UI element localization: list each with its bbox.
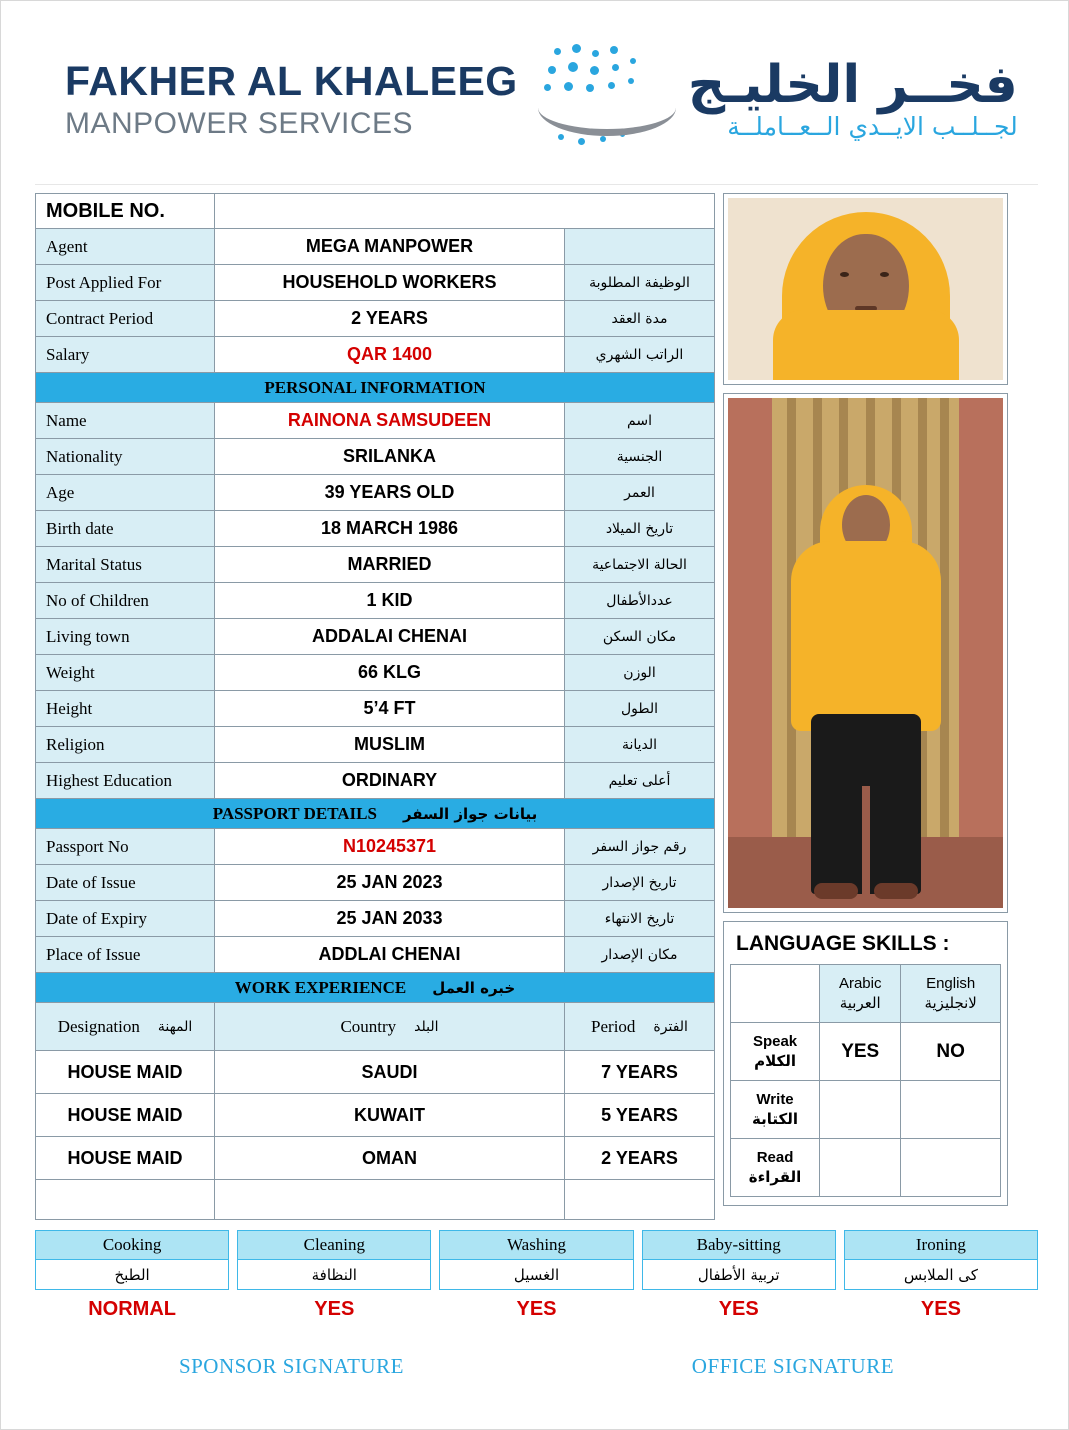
living-town-label-ar: مكان السكن bbox=[565, 619, 715, 655]
table-row-empty bbox=[35, 1180, 715, 1220]
company-name-ar-line2: لجــلــب الايــدي الــعــاملــة bbox=[727, 112, 1018, 142]
birth-date-label: Birth date bbox=[35, 511, 215, 547]
office-signature-label: OFFICE SIGNATURE bbox=[691, 1354, 895, 1378]
passport-no-value: N10245371 bbox=[215, 829, 565, 865]
personal-information-title: PERSONAL INFORMATION bbox=[264, 377, 486, 397]
language-row-read bbox=[731, 1139, 1001, 1197]
language-skill-read-ar: القراءة bbox=[748, 1167, 802, 1186]
section-header-work-experience bbox=[35, 973, 715, 1003]
table-row-place-of-issue bbox=[35, 937, 715, 973]
contract-period-label: Contract Period bbox=[35, 301, 215, 337]
table-row bbox=[35, 1137, 715, 1180]
work-period: 2 YEARS bbox=[565, 1137, 715, 1180]
age-label-ar: العمر bbox=[565, 475, 715, 511]
skill-cleaning bbox=[237, 1230, 431, 1328]
language-column-arabic-ar: العربية bbox=[839, 993, 881, 1012]
work-country-empty[interactable] bbox=[215, 1180, 565, 1220]
skill-cleaning-label-ar: النظافة bbox=[237, 1260, 431, 1290]
document-header bbox=[35, 15, 1038, 185]
table-row-living-town bbox=[35, 619, 715, 655]
skill-ironing-label-ar: كى الملابس bbox=[844, 1260, 1038, 1290]
marital-status-label: Marital Status bbox=[35, 547, 215, 583]
work-experience-title-ar: خبره العمل bbox=[432, 978, 516, 997]
applicant-portrait-photo bbox=[723, 193, 1008, 385]
sponsor-signature-label: SPONSOR SIGNATURE bbox=[178, 1354, 404, 1378]
language-skills-section bbox=[723, 921, 1008, 1206]
household-skills-section bbox=[35, 1230, 1038, 1328]
post-applied-label-ar: الوظيفة المطلوبة bbox=[565, 265, 715, 301]
company-logo-text bbox=[65, 58, 518, 141]
skill-cleaning-label: Cleaning bbox=[237, 1230, 431, 1260]
place-of-issue-label: Place of Issue bbox=[35, 937, 215, 973]
language-read-english-value bbox=[901, 1139, 1001, 1197]
mobile-number-row bbox=[35, 193, 715, 229]
language-skills-title: LANGUAGE SKILLS : bbox=[736, 932, 950, 955]
language-column-english-ar: لانجليزية bbox=[924, 993, 977, 1012]
skill-ironing-label: Ironing bbox=[844, 1230, 1038, 1260]
date-of-issue-label: Date of Issue bbox=[35, 865, 215, 901]
skill-washing bbox=[439, 1230, 633, 1328]
table-row-weight bbox=[35, 655, 715, 691]
designation-header bbox=[35, 1003, 215, 1051]
work-experience-header-row bbox=[35, 1003, 715, 1051]
skill-cooking-label-ar: الطبخ bbox=[35, 1260, 229, 1290]
agent-label-ar bbox=[565, 229, 715, 265]
height-label: Height bbox=[35, 691, 215, 727]
table-row-birth-date bbox=[35, 511, 715, 547]
religion-label: Religion bbox=[35, 727, 215, 763]
work-country: OMAN bbox=[215, 1137, 565, 1180]
mobile-number-label: MOBILE NO. bbox=[35, 193, 215, 229]
work-designation: HOUSE MAID bbox=[35, 1094, 215, 1137]
no-of-children-label: No of Children bbox=[35, 583, 215, 619]
age-value: 39 YEARS OLD bbox=[215, 475, 565, 511]
company-name-en-line2: MANPOWER SERVICES bbox=[65, 107, 414, 140]
language-speak-english-value: NO bbox=[901, 1023, 1001, 1081]
section-header-personal-information bbox=[35, 373, 715, 403]
photo-and-language-column bbox=[723, 193, 1008, 1220]
salary-value: QAR 1400 bbox=[215, 337, 565, 373]
table-row-agent bbox=[35, 229, 715, 265]
work-period: 7 YEARS bbox=[565, 1051, 715, 1094]
language-skill-speak-en: Speak bbox=[752, 1033, 798, 1050]
work-designation: HOUSE MAID bbox=[35, 1051, 215, 1094]
language-column-arabic-en: Arabic bbox=[838, 975, 882, 992]
skill-baby-sitting-label: Baby-sitting bbox=[642, 1230, 836, 1260]
language-speak-arabic-value: YES bbox=[820, 1023, 901, 1081]
table-row bbox=[35, 1051, 715, 1094]
work-designation-empty[interactable] bbox=[35, 1180, 215, 1220]
name-label-ar: اسم bbox=[565, 403, 715, 439]
skill-cooking bbox=[35, 1230, 229, 1328]
language-write-english-value bbox=[901, 1081, 1001, 1139]
table-row-passport-no bbox=[35, 829, 715, 865]
religion-label-ar: الديانة bbox=[565, 727, 715, 763]
passport-no-label: Passport No bbox=[35, 829, 215, 865]
birth-date-label-ar: تاريخ الميلاد bbox=[565, 511, 715, 547]
language-column-arabic bbox=[820, 965, 901, 1023]
table-row-salary bbox=[35, 337, 715, 373]
language-skills-table bbox=[730, 964, 1001, 1197]
work-designation: HOUSE MAID bbox=[35, 1137, 215, 1180]
section-header-passport-details bbox=[35, 799, 715, 829]
age-label: Age bbox=[35, 475, 215, 511]
language-skill-write-ar: الكتابة bbox=[752, 1109, 799, 1128]
country-header-ar: البلد bbox=[414, 1018, 439, 1035]
period-header-ar: الفترة bbox=[653, 1018, 688, 1035]
post-applied-label: Post Applied For bbox=[35, 265, 215, 301]
table-row-religion bbox=[35, 727, 715, 763]
language-skill-write-en: Write bbox=[756, 1091, 794, 1108]
skill-washing-label-ar: الغسيل bbox=[439, 1260, 633, 1290]
table-row-age bbox=[35, 475, 715, 511]
language-skill-speak bbox=[731, 1023, 820, 1081]
agent-label: Agent bbox=[35, 229, 215, 265]
post-applied-value: HOUSEHOLD WORKERS bbox=[215, 265, 565, 301]
name-label: Name bbox=[35, 403, 215, 439]
work-country: SAUDI bbox=[215, 1051, 565, 1094]
designation-header-ar: المهنة bbox=[157, 1018, 193, 1035]
agent-value: MEGA MANPOWER bbox=[215, 229, 565, 265]
date-of-expiry-label: Date of Expiry bbox=[35, 901, 215, 937]
weight-value: 66 KLG bbox=[215, 655, 565, 691]
language-corner-cell bbox=[731, 965, 820, 1023]
table-row-height bbox=[35, 691, 715, 727]
language-read-arabic-value bbox=[820, 1139, 901, 1197]
mobile-number-value[interactable] bbox=[215, 193, 715, 229]
table-row-no-of-children bbox=[35, 583, 715, 619]
table-row-contract-period bbox=[35, 301, 715, 337]
no-of-children-label-ar: عددالأطفال bbox=[565, 583, 715, 619]
highest-education-label-ar: أعلى تعليم bbox=[565, 763, 715, 799]
signature-section bbox=[35, 1354, 1038, 1379]
skill-cleaning-value: YES bbox=[237, 1290, 431, 1328]
date-of-expiry-label-ar: تاريخ الانتهاء bbox=[565, 901, 715, 937]
passport-details-title: PASSPORT DETAILS bbox=[212, 803, 377, 823]
name-value: RAINONA SAMSUDEEN bbox=[215, 403, 565, 439]
table-row-marital-status bbox=[35, 547, 715, 583]
work-period: 5 YEARS bbox=[565, 1094, 715, 1137]
language-header-row bbox=[731, 965, 1001, 1023]
nationality-label: Nationality bbox=[35, 439, 215, 475]
passport-details-title-ar: بيانات جواز السفر bbox=[402, 804, 538, 823]
marital-status-label-ar: الحالة الاجتماعية bbox=[565, 547, 715, 583]
living-town-label: Living town bbox=[35, 619, 215, 655]
birth-date-value: 18 MARCH 1986 bbox=[215, 511, 565, 547]
logo-graphic-icon bbox=[532, 40, 682, 160]
company-name-ar-line1: فخــر الخليـج bbox=[687, 54, 1018, 115]
weight-label: Weight bbox=[35, 655, 215, 691]
table-row-date-of-issue bbox=[35, 865, 715, 901]
salary-label: Salary bbox=[35, 337, 215, 373]
marital-status-value: MARRIED bbox=[215, 547, 565, 583]
details-column bbox=[35, 193, 715, 1220]
living-town-value: ADDALAI CHENAI bbox=[215, 619, 565, 655]
language-skill-read-en: Read bbox=[756, 1149, 794, 1166]
height-label-ar: الطول bbox=[565, 691, 715, 727]
skill-ironing bbox=[844, 1230, 1038, 1328]
table-row-name bbox=[35, 403, 715, 439]
language-skill-speak-ar: الكلام bbox=[754, 1051, 796, 1070]
weight-label-ar: الوزن bbox=[565, 655, 715, 691]
place-of-issue-value: ADDLAI CHENAI bbox=[215, 937, 565, 973]
nationality-label-ar: الجنسية bbox=[565, 439, 715, 475]
language-column-english-en: English bbox=[926, 975, 976, 992]
country-header bbox=[215, 1003, 565, 1051]
skill-washing-value: YES bbox=[439, 1290, 633, 1328]
work-country: KUWAIT bbox=[215, 1094, 565, 1137]
highest-education-value: ORDINARY bbox=[215, 763, 565, 799]
language-skill-read bbox=[731, 1139, 820, 1197]
table-row-highest-education bbox=[35, 763, 715, 799]
table-row-nationality bbox=[35, 439, 715, 475]
date-of-issue-value: 25 JAN 2023 bbox=[215, 865, 565, 901]
work-period-empty[interactable] bbox=[565, 1180, 715, 1220]
language-skill-write bbox=[731, 1081, 820, 1139]
place-of-issue-label-ar: مكان الإصدار bbox=[565, 937, 715, 973]
country-header-en: Country bbox=[340, 1016, 397, 1036]
skill-baby-sitting bbox=[642, 1230, 836, 1328]
skill-washing-label: Washing bbox=[439, 1230, 633, 1260]
skill-baby-sitting-label-ar: تربية الأطفال bbox=[642, 1260, 836, 1290]
skill-ironing-value: YES bbox=[844, 1290, 1038, 1328]
contract-period-value: 2 YEARS bbox=[215, 301, 565, 337]
language-column-english bbox=[901, 965, 1001, 1023]
table-row bbox=[35, 1094, 715, 1137]
language-write-arabic-value bbox=[820, 1081, 901, 1139]
period-header bbox=[565, 1003, 715, 1051]
company-logo-arabic bbox=[687, 54, 1018, 142]
language-row-write bbox=[731, 1081, 1001, 1139]
applicant-fullbody-photo bbox=[723, 393, 1008, 913]
salary-label-ar: الراتب الشهري bbox=[565, 337, 715, 373]
no-of-children-value: 1 KID bbox=[215, 583, 565, 619]
date-of-expiry-value: 25 JAN 2033 bbox=[215, 901, 565, 937]
designation-header-en: Designation bbox=[57, 1016, 140, 1036]
table-row-date-of-expiry bbox=[35, 901, 715, 937]
height-value: 5’4 FT bbox=[215, 691, 565, 727]
highest-education-label: Highest Education bbox=[35, 763, 215, 799]
skill-cooking-label: Cooking bbox=[35, 1230, 229, 1260]
date-of-issue-label-ar: تاريخ الإصدار bbox=[565, 865, 715, 901]
language-row-speak bbox=[731, 1023, 1001, 1081]
contract-period-label-ar: مدة العقد bbox=[565, 301, 715, 337]
company-name-en-line1: FAKHER AL KHALEEG bbox=[65, 58, 518, 104]
work-experience-title: WORK EXPERIENCE bbox=[234, 977, 407, 997]
religion-value: MUSLIM bbox=[215, 727, 565, 763]
skill-cooking-value: NORMAL bbox=[35, 1290, 229, 1328]
passport-no-label-ar: رقم جواز السفر bbox=[565, 829, 715, 865]
period-header-en: Period bbox=[591, 1016, 636, 1036]
nationality-value: SRILANKA bbox=[215, 439, 565, 475]
table-row-post-applied bbox=[35, 265, 715, 301]
skill-baby-sitting-value: YES bbox=[642, 1290, 836, 1328]
